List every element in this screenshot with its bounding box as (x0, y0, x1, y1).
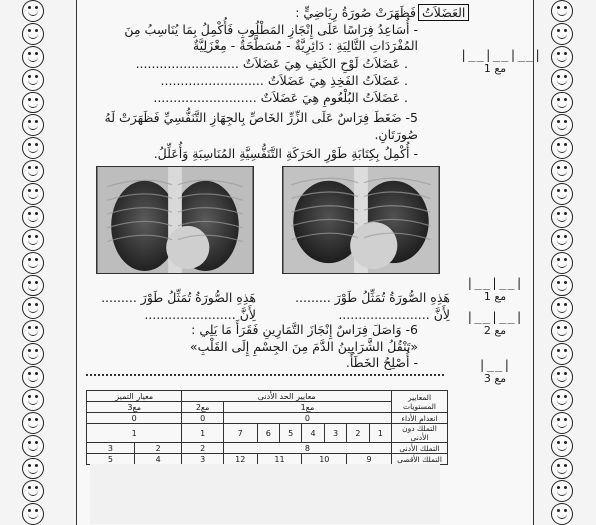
q6-score-mark-b (460, 358, 530, 385)
grid-cell: 9 (347, 454, 392, 465)
smiley-icon (22, 183, 44, 205)
smiley-icon (22, 297, 44, 319)
grid-row-label: التملك الأدنى (392, 443, 448, 454)
q5-score-boxes: |__|__| (466, 276, 524, 290)
smiley-icon (551, 389, 573, 411)
smiley-icon (551, 435, 573, 457)
top-line-text: فَظَهَرَتْ صُورَةُ رِيَاضِيٍّ : (295, 5, 416, 20)
grid-cell: 8 (223, 443, 391, 454)
criterion-3-header: مع3 (87, 402, 182, 413)
smiley-icon (22, 435, 44, 457)
section-title-box: العَضَلاَتُ (418, 4, 469, 21)
smiley-icon (551, 480, 573, 502)
smiley-icon (22, 389, 44, 411)
q5-line2: صُورَتَانِ. (374, 127, 418, 142)
decorative-border-right (551, 0, 573, 525)
excellence-criteria-header: معيار التميز (87, 391, 182, 402)
q6-score-boxes-b: |__| (478, 358, 512, 372)
grid-row-3 (87, 454, 448, 465)
grid-cell: 7 (223, 424, 257, 443)
chest-xray-left (97, 167, 253, 273)
chest-xray-right (283, 167, 439, 273)
q4-line1: - أُسَاعِدُ فِرَاسًا عَلَى إِنْجَازِ المَطْلُوبِ فَأُكْمِلُ بِمَا يُنَاسِبُ مِنَ (124, 22, 418, 37)
smiley-icon (22, 114, 44, 136)
smiley-icon (22, 275, 44, 297)
smiley-icon (551, 252, 573, 274)
grid-cell: 5 (279, 424, 301, 443)
grid-cell: 3 (182, 454, 223, 465)
q6-score-label-a: مع 2 (483, 324, 507, 337)
grid-cell: 6 (257, 424, 279, 443)
smiley-icon (22, 92, 44, 114)
q6-score-boxes-a: |__|__| (466, 310, 524, 324)
q6-line2: «تَنْقُلُ الشَّرَايِينُ الدَّمَ مِنَ الجِسْمِ إِلَى القَلْبِ» (189, 339, 418, 354)
smiley-icon (551, 23, 573, 45)
smiley-icon (22, 23, 44, 45)
smiley-icon (22, 229, 44, 251)
because-right: لِأَنَّ ....................... (338, 307, 450, 322)
grid-cell: 5 (87, 454, 135, 465)
smiley-icon (551, 69, 573, 91)
smiley-icon (22, 137, 44, 159)
grid-cell: 2 (182, 443, 223, 454)
smiley-icon (22, 343, 44, 365)
xray-image-left (96, 166, 254, 274)
grid-cell: 10 (302, 454, 347, 465)
grid-row-label: التملك الأقصى (392, 454, 448, 465)
q5-line1: 5- ضَغَطَ فِرَاسٌ عَلَى الزِّرِّ الخَاصِّ بِالجِهَازِ التَّنَفُّسِيِّ فَظَهَرَتْ لَهُ (104, 110, 418, 125)
grid-cell: 3 (87, 443, 135, 454)
smiley-icon (22, 480, 44, 502)
section-divider (86, 374, 444, 376)
caption-left: هَذِهِ الصُّورَةُ تُمَثِّلُ طَوْرَ ......... (101, 290, 256, 305)
q4-score-label: مع 1 (483, 62, 507, 75)
grid-cell: 1 (87, 424, 182, 443)
smiley-icon (22, 206, 44, 228)
q6-line3: - أُصْلِحُ الخَطَأَ. (345, 355, 418, 370)
smiley-icon (22, 252, 44, 274)
grid-row-0 (87, 413, 448, 424)
smiley-icon (22, 320, 44, 342)
smiley-icon (22, 0, 44, 22)
caption-right: هَذِهِ الصُّورَةُ تُمَثِّلُ طَوْرَ ......... (295, 290, 450, 305)
smiley-icon (551, 458, 573, 480)
q6-score-mark-a (460, 310, 530, 337)
smiley-icon (551, 503, 573, 525)
grid-cell: 2 (347, 424, 369, 443)
smiley-icon (551, 229, 573, 251)
q5-score-mark (460, 276, 530, 303)
grid-cell: 0 (182, 413, 223, 424)
q4-item3: . عَضَلاَتُ البُلْعُومِ هِيَ عَضَلاَتٌ .......................... (153, 90, 408, 105)
smiley-icon (22, 69, 44, 91)
grid-cell: 11 (257, 454, 302, 465)
grid-cell: 0 (87, 413, 182, 424)
grid-row-2 (87, 443, 448, 454)
q4-line2: المُفْرَدَاتِ التَّالِيَةِ : دَائِرِيَّةٌ - مُسَطَّحَةٌ - مِغْزَلِيَّةٌ (192, 38, 418, 53)
grid-cell: 2 (134, 443, 182, 454)
levels-header: المستويات (403, 401, 436, 411)
smiley-icon (551, 320, 573, 342)
smiley-icon (551, 92, 573, 114)
smiley-icon (22, 458, 44, 480)
smiley-icon (551, 137, 573, 159)
grid-cell: 4 (302, 424, 324, 443)
smiley-icon (22, 503, 44, 525)
smiley-icon (551, 275, 573, 297)
q4-item1: . عَضَلاَتُ لَوْحِ الكَتِفِ هِيَ عَضَلاَتٌ .......................... (135, 56, 408, 71)
smiley-icon (551, 183, 573, 205)
grid-row-label: انعدام الأداء (392, 413, 448, 424)
grid-cell: 3 (324, 424, 346, 443)
blank-area (90, 464, 440, 524)
q6-line1: 6- وَاصَلَ فِرَاسٌ إِنْجَازَ التَّمَارِينِ فَقَرَأَ مَا يَلِي : (191, 322, 418, 337)
because-left: لِأَنَّ ....................... (144, 307, 256, 322)
grid-cell: 4 (134, 454, 182, 465)
grid-row-1 (87, 424, 448, 443)
smiley-icon (551, 412, 573, 434)
xray-image-right (282, 166, 440, 274)
grid-cell: 0 (223, 413, 391, 424)
smiley-icon (551, 0, 573, 22)
q5-score-label: مع 1 (483, 290, 507, 303)
grid-corner (392, 391, 448, 413)
smiley-icon (551, 366, 573, 388)
grid-row-label: التملك دون الأدنى (392, 424, 448, 443)
criteria-grid (86, 390, 448, 465)
smiley-icon (551, 297, 573, 319)
criterion-2-header: مع2 (182, 402, 223, 413)
smiley-icon (551, 160, 573, 182)
smiley-icon (551, 114, 573, 136)
q4-item2: . عَضَلاَتُ الفَخِذِ هِيَ عَضَلاَتٌ .......................... (160, 73, 408, 88)
q4-score-mark (460, 48, 543, 75)
smiley-icon (22, 366, 44, 388)
smiley-icon (551, 206, 573, 228)
min-criteria-header: معايير الحد الأدنى (182, 391, 392, 402)
grid-header-row-1 (87, 391, 448, 402)
smiley-icon (551, 343, 573, 365)
criteria-header: المعايير (407, 392, 432, 402)
grid-cell: 1 (369, 424, 391, 443)
smiley-icon (22, 160, 44, 182)
smiley-icon (22, 46, 44, 68)
grid-cell: 1 (182, 424, 223, 443)
q6-score-label-b: مع 3 (483, 372, 507, 385)
criterion-1-header: مع1 (223, 402, 391, 413)
q4-score-boxes: |__|__|__| (460, 48, 543, 62)
grid-cell: 12 (223, 454, 257, 465)
q5-line3: - أُكْمِلُ بِكِتَابَةِ طَوْرِ الحَرَكَةِ التَّنَفُّسِيَّةِ المُنَاسِبَةِ وَأُعَلِّلُ. (153, 146, 418, 161)
smiley-icon (22, 412, 44, 434)
decorative-border-left (22, 0, 44, 525)
smiley-icon (551, 46, 573, 68)
